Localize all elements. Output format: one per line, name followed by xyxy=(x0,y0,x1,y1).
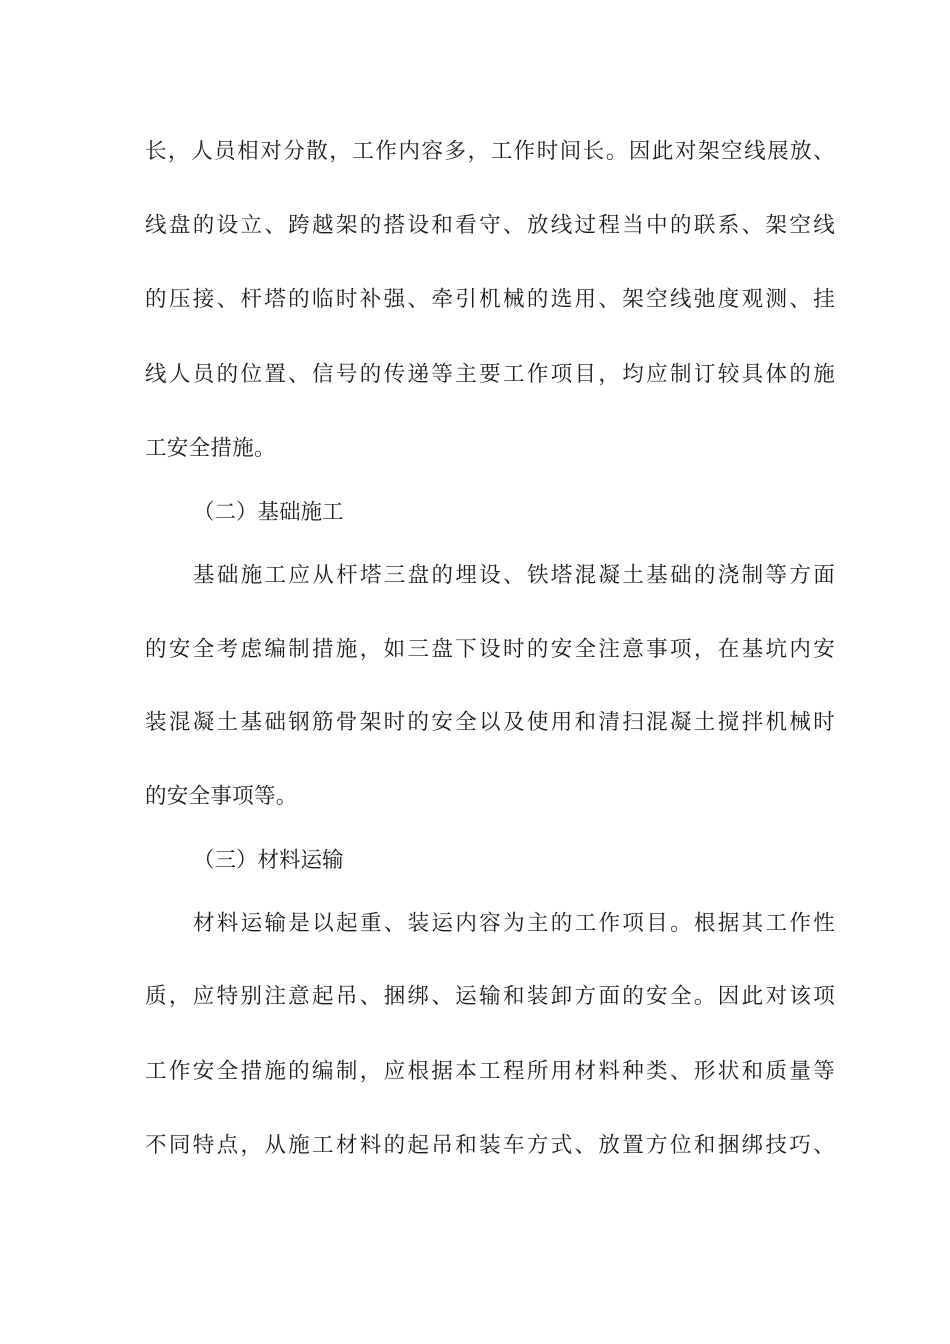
paragraph-line: 工安全措施。 xyxy=(145,436,276,461)
paragraph-line: 不同特点，从施工材料的起吊和装车方式、放置方位和捆绑技巧、 xyxy=(145,1133,835,1158)
paragraph-line: 的压接、杆塔的临时补强、牵引机械的选用、架空线弛度观测、挂 xyxy=(145,287,835,312)
paragraph-line: 装混凝土基础钢筋骨架时的安全以及使用和清扫混凝土搅拌机械时 xyxy=(145,710,835,735)
paragraph-line: 质，应特别注意起吊、捆绑、运输和装卸方面的安全。因此对该项 xyxy=(145,984,835,1009)
paragraph-line: 的安全考虑编制措施，如三盘下设时的安全注意事项，在基坑内安 xyxy=(145,637,835,662)
paragraph-line: 材料运输是以起重、装运内容为主的工作项目。根据其工作性 xyxy=(193,911,835,936)
paragraph-line: 的安全事项等。 xyxy=(145,784,298,809)
paragraph-line: 线人员的位置、信号的传递等主要工作项目，均应制订较具体的施 xyxy=(145,362,835,387)
section-heading-material-transport: （三）材料运输 xyxy=(193,848,344,873)
paragraph-line: 长，人员相对分散，工作内容多，工作时间长。因此对架空线展放、 xyxy=(145,139,835,164)
paragraph-line: 线盘的设立、跨越架的搭设和看守、放线过程当中的联系、架空线 xyxy=(145,213,835,238)
paragraph-line: 工作安全措施的编制，应根据本工程所用材料种类、形状和质量等 xyxy=(145,1059,835,1084)
section-heading-foundation: （二）基础施工 xyxy=(193,500,344,525)
paragraph-line: 基础施工应从杆塔三盘的埋设、铁塔混凝土基础的浇制等方面 xyxy=(193,563,835,588)
